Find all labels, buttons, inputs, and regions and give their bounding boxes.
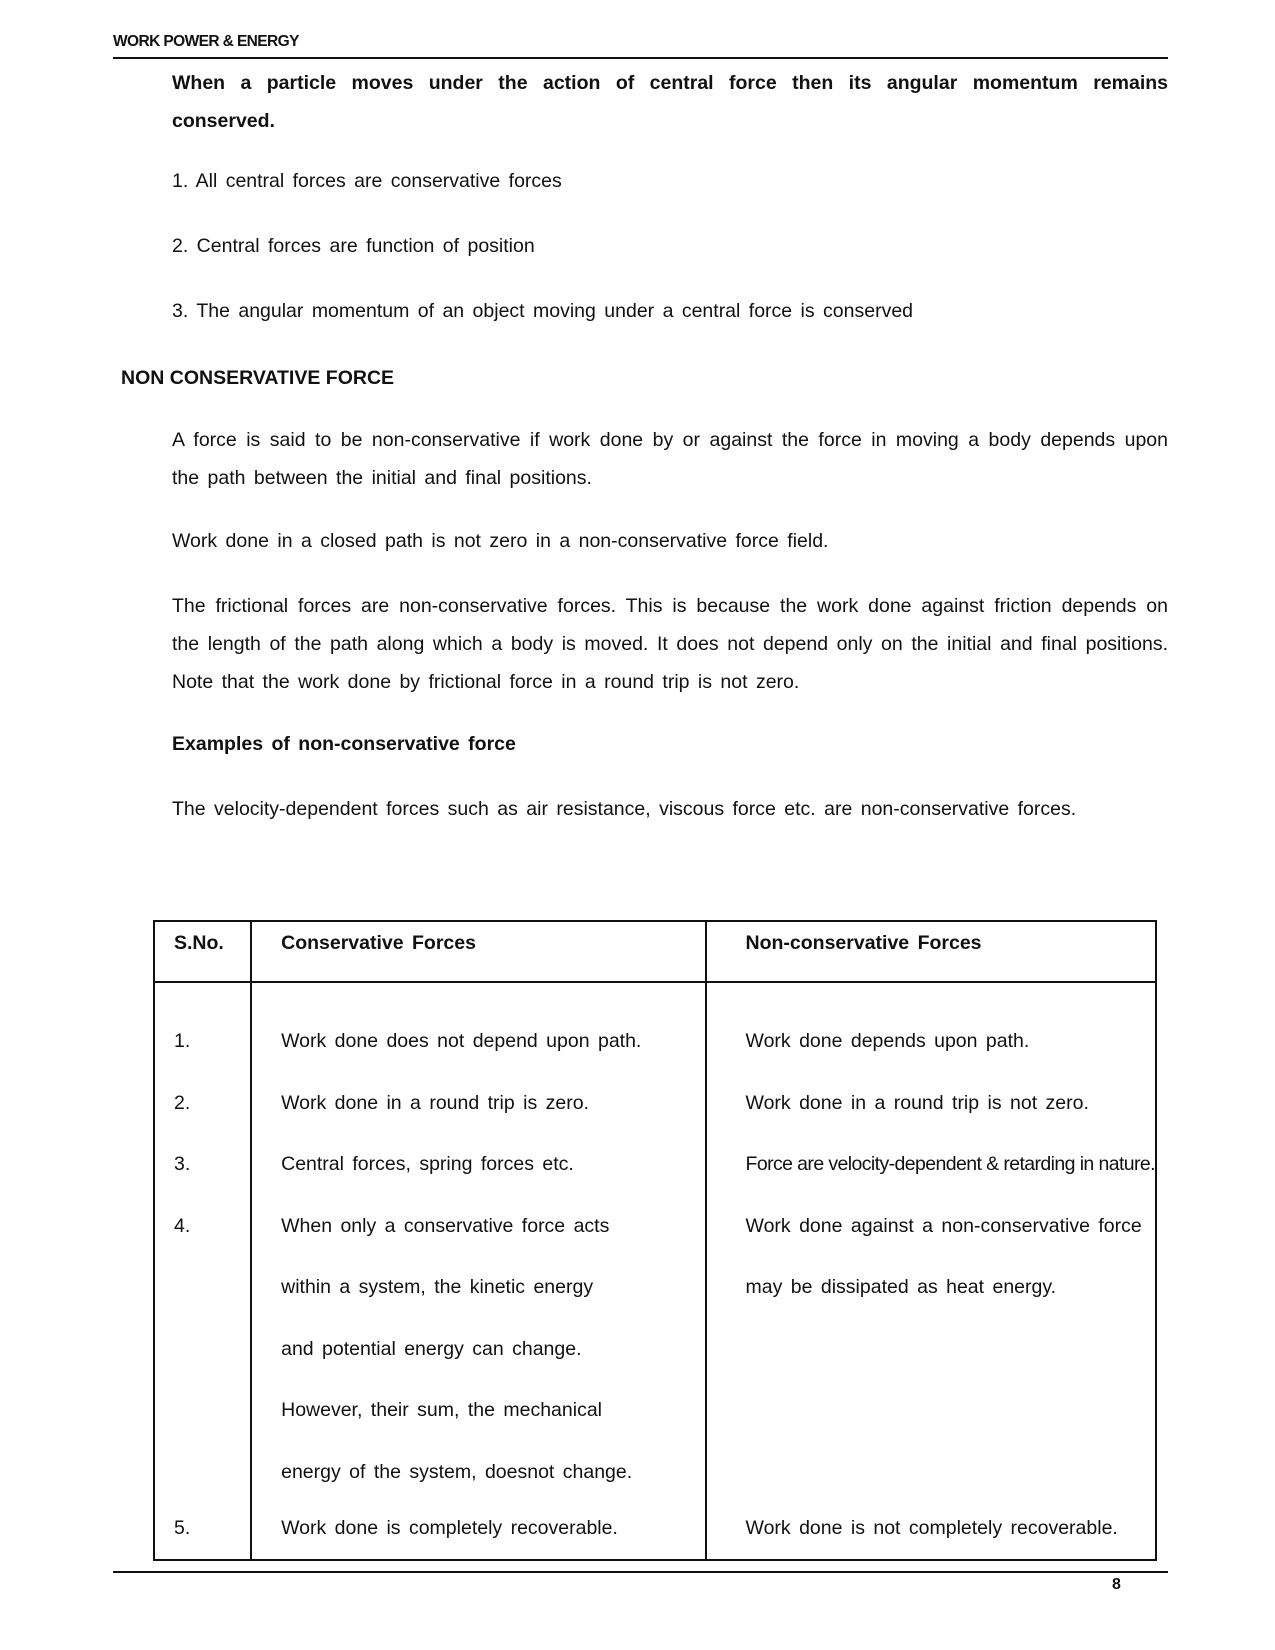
non-conservative-cell [706, 1319, 1156, 1381]
non-conservative-cell: Work done against a non-conservative force [745, 1214, 1142, 1237]
closed-path-paragraph: Work done in a closed path is not zero in a non-conservative force field. [172, 530, 829, 552]
sno-cell [154, 1319, 251, 1381]
definition-paragraph: A force is said to be non-conservative if work done by or against the force in moving a body depends upon the path between the initial and final positions. [172, 429, 1168, 489]
sno-cell: 3. [154, 1134, 251, 1196]
sno-cell [154, 1380, 251, 1442]
section-heading: NON CONSERVATIVE FORCE [121, 367, 395, 389]
page-number: 8 [1112, 1576, 1121, 1593]
conservative-cell: When only a conservative force acts [251, 1196, 705, 1258]
non-conservative-cell: Work done in a round trip is not zero. [745, 1091, 1089, 1114]
sno-cell: 1. [154, 982, 251, 1073]
conservative-cell: However, their sum, the mechanical [251, 1380, 705, 1442]
conservative-cell: and potential energy can change. [251, 1319, 705, 1381]
non-conservative-cell: Work done depends upon path. [745, 1030, 1030, 1052]
comparison-table [153, 920, 1157, 1561]
conservative-cell: Central forces, spring forces etc. [251, 1134, 705, 1196]
conservative-cell: Work done does not depend upon path. [251, 982, 705, 1073]
table-row [154, 1380, 1156, 1442]
non-conservative-cell [706, 1380, 1156, 1442]
table-row [154, 1073, 1156, 1135]
conservative-cell: Work done in a round trip is zero. [251, 1073, 705, 1135]
non-conservative-cell [706, 1442, 1156, 1504]
table-row [154, 1257, 1156, 1319]
point-2: 2. Central forces are function of position [172, 235, 535, 257]
table-row [154, 1134, 1156, 1196]
non-conservative-cell: Force are velocity-dependent & retarding in nature. [745, 1153, 1155, 1175]
sno-cell: 5. [154, 1503, 251, 1560]
table-row [154, 982, 1156, 1073]
header-conservative: Conservative Forces [251, 921, 705, 982]
footer-rule [113, 1571, 1168, 1573]
point-3: 3. The angular momentum of an object moving under a central force is conserved [172, 300, 914, 322]
table-row [154, 1319, 1156, 1381]
examples-heading: Examples of non-conservative force [172, 733, 516, 755]
central-force-statement: When a particle moves under the action of central force then its angular momentum remains conserved. [172, 72, 1168, 132]
running-header: WORK POWER & ENERGY [113, 33, 299, 50]
point-1: 1. All central forces are conservative forces [172, 170, 562, 192]
non-conservative-cell: may be dissipated as heat energy. [745, 1276, 1057, 1298]
table-row [154, 1503, 1156, 1560]
sno-cell [154, 1442, 251, 1504]
conservative-cell: energy of the system, doesnot change. [251, 1442, 705, 1504]
header-non-conservative: Non-conservative Forces [706, 921, 1156, 982]
conservative-cell: within a system, the kinetic energy [251, 1257, 705, 1319]
header-rule [113, 57, 1168, 59]
table-row [154, 1442, 1156, 1504]
sno-cell: 4. [154, 1196, 251, 1258]
header-sno: S.No. [154, 921, 251, 982]
table-row [154, 1196, 1156, 1258]
table-header-row [154, 921, 1156, 982]
sno-cell [154, 1257, 251, 1319]
sno-cell: 2. [154, 1073, 251, 1135]
examples-text: The velocity-dependent forces such as air resistance, viscous force etc. are non-conservative forces. [172, 798, 1077, 820]
conservative-cell: Work done is completely recoverable. [251, 1503, 705, 1560]
friction-paragraph: The frictional forces are non-conservative forces. This is because the work done against friction depends on the length of the path along which a body is moved. It does not depend only on the initial and final positions. Note that the work done by frictional force in a round trip is not zero. [172, 595, 1168, 693]
non-conservative-cell: Work done is not completely recoverable. [745, 1517, 1118, 1539]
